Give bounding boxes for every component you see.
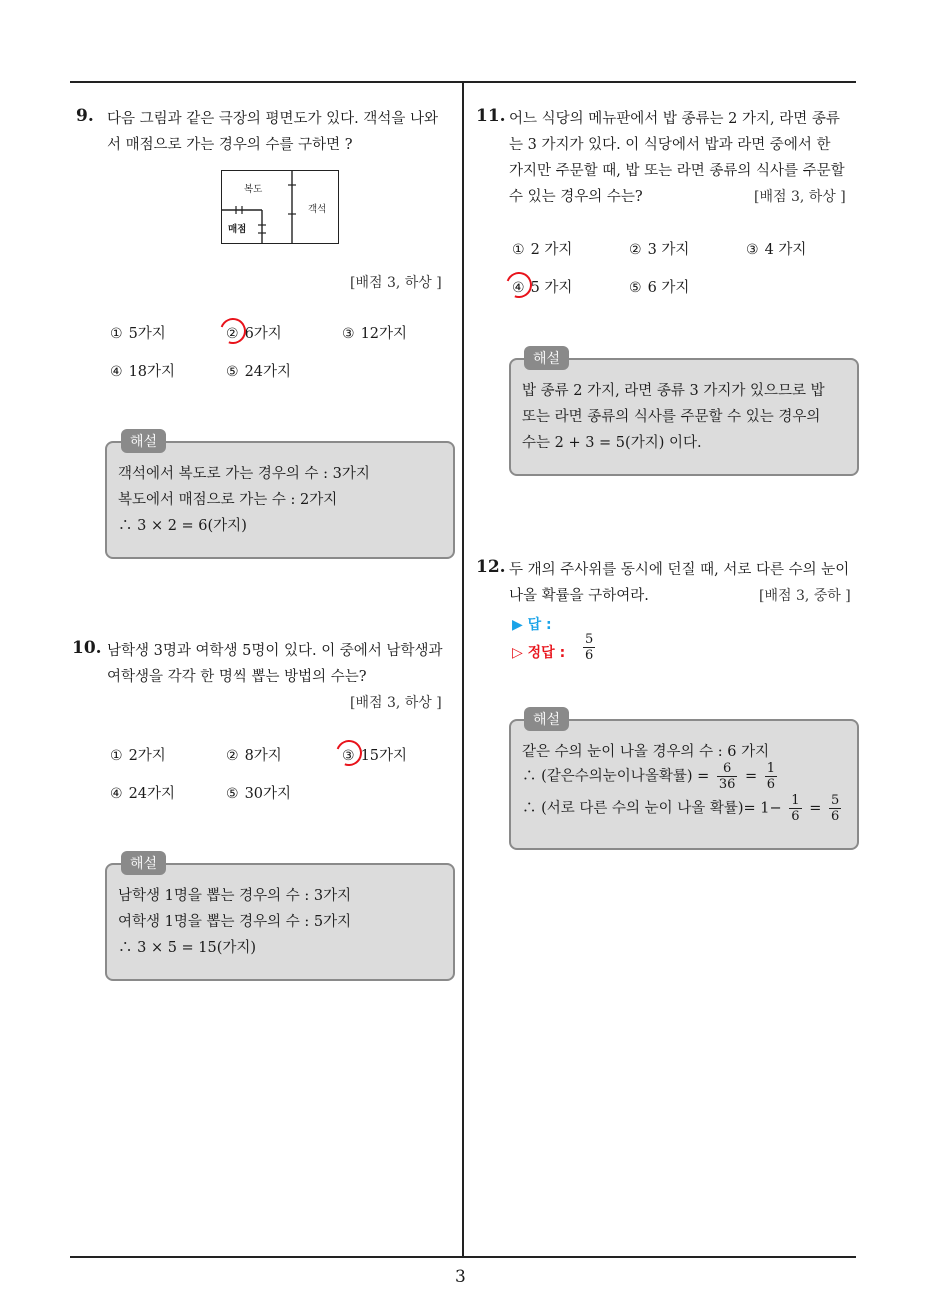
page-number: 3 [455, 1267, 466, 1287]
q9-choice-1[interactable] [110, 322, 166, 343]
q10-choice-4[interactable] [110, 782, 175, 803]
fraction-numerator: 1 [791, 793, 800, 808]
q11-explanation-line1: 밥 종류 2 가지, 라면 종류 3 가지가 있으므로 밥 [522, 383, 825, 399]
choice-text: 2 가지 [530, 242, 573, 258]
q12-meta: [배점 3, 중하 ] [759, 588, 851, 604]
q12-correct-answer-fraction [580, 632, 598, 663]
q12-explanation-line3 [522, 793, 844, 824]
choice-mark: ④ [110, 786, 123, 802]
fraction-denominator: 36 [718, 777, 736, 792]
q12-correct-answer-label: ▷ 정답 : [512, 645, 566, 661]
q9-answer-circle-mark [216, 314, 251, 349]
q11-answer-circle-mark [502, 268, 537, 303]
q10-number: 10. [72, 638, 102, 658]
q9-choice-4[interactable] [110, 360, 175, 381]
q12-text-line2: 나올 확률을 구하여라. [509, 588, 649, 604]
equals-sign: = [745, 768, 758, 785]
choice-mark: ⑤ [226, 786, 239, 802]
plan-label-shop: 매점 [228, 224, 247, 235]
choice-text: 30가지 [244, 786, 292, 802]
choice-mark: ⑤ [226, 364, 239, 380]
q11-choice-3[interactable] [746, 238, 806, 259]
q10-choice-5[interactable] [226, 782, 291, 803]
choice-mark: ② [226, 326, 239, 342]
fraction-numerator: 5 [830, 793, 840, 808]
choice-text: 3 가지 [647, 242, 690, 258]
q11-text-line3: 가지만 주문할 때, 밥 또는 라면 종류의 식사를 주문할 [509, 163, 845, 179]
q9-explanation-line3: ∴ 3 × 2 = 6(가지) [118, 518, 247, 534]
column-divider [462, 81, 464, 1258]
choice-text: 24가지 [244, 364, 292, 380]
q9-explanation-line1: 객석에서 복도로 가는 경우의 수 : 3가지 [118, 466, 370, 482]
explanation-prefix: ∴ (같은수의눈이나올확률) = [522, 768, 710, 785]
choice-mark: ② [629, 242, 642, 258]
fraction-denominator: 6 [830, 809, 840, 824]
choice-text: 12가지 [360, 326, 408, 342]
choice-mark: ③ [342, 748, 355, 764]
choice-text: 5 가지 [530, 280, 573, 296]
explanation-prefix: ∴ (서로 다른 수의 눈이 나올 확률)= 1− [522, 800, 782, 817]
q9-explanation-line2: 복도에서 매점으로 가는 수 : 2가지 [118, 492, 338, 508]
choice-mark: ① [110, 748, 123, 764]
choice-mark: ① [512, 242, 525, 258]
q11-explanation-line3: 수는 2 + 3 = 5(가지) 이다. [522, 435, 702, 451]
choice-text: 8가지 [244, 748, 282, 764]
fraction-numerator: 6 [717, 761, 738, 777]
bottom-rule [70, 1256, 856, 1258]
q11-text-line1: 어느 식당의 메뉴판에서 밥 종류는 2 가지, 라면 종류 [509, 111, 840, 127]
choice-text: 5가지 [128, 326, 166, 342]
q10-explanation-line3: ∴ 3 × 5 = 15(가지) [118, 940, 257, 956]
fraction-denominator: 6 [585, 648, 594, 663]
q12-number: 12. [476, 557, 506, 577]
q9-explanation-tag: 해설 [121, 429, 166, 453]
q10-explanation-line1: 남학생 1명을 뽑는 경우의 수 : 3가지 [118, 888, 352, 904]
choice-mark: ⑤ [629, 280, 642, 296]
q11-choice-1[interactable] [512, 238, 572, 259]
q12-explanation-line1: 같은 수의 눈이 나올 경우의 수 : 6 가지 [522, 744, 770, 760]
q12-explanation-tag: 해설 [524, 707, 569, 731]
q12-text-line1: 두 개의 주사위를 동시에 던질 때, 서로 다른 수의 눈이 [509, 562, 850, 578]
fraction-denominator: 6 [791, 809, 800, 824]
q10-answer-circle-mark [332, 736, 367, 771]
q11-explanation-line2: 또는 라면 종류의 식사를 주문할 수 있는 경우의 [522, 409, 821, 425]
q10-choice-1[interactable] [110, 744, 166, 765]
choice-text: 4 가지 [764, 242, 807, 258]
plan-label-hall: 복도 [244, 184, 263, 195]
choice-mark: ③ [746, 242, 759, 258]
q10-text-line2: 여학생을 각각 한 명씩 뽑는 방법의 수는? [107, 669, 367, 685]
q10-explanation-tag: 해설 [121, 851, 166, 875]
fraction-numerator: 1 [766, 761, 776, 776]
q11-text-line4: 수 있는 경우의 수는? [509, 189, 643, 205]
choice-text: 2가지 [128, 748, 166, 764]
q12-explanation-line2 [522, 761, 780, 792]
choice-text: 6가지 [244, 326, 282, 342]
choice-mark: ② [226, 748, 239, 764]
equals-sign: = [809, 800, 822, 817]
q9-choice-5[interactable] [226, 360, 291, 381]
q11-number: 11. [476, 106, 506, 126]
plan-label-seat: 객석 [308, 204, 327, 215]
choice-text: 24가지 [128, 786, 176, 802]
q10-meta: [배점 3, 하상 ] [350, 695, 442, 711]
q12-answer-label: ▶ 답 : [512, 617, 552, 633]
choice-mark: ④ [512, 280, 525, 296]
q10-explanation-line2: 여학생 1명을 뽑는 경우의 수 : 5가지 [118, 914, 352, 930]
q10-text-line1: 남학생 3명과 여학생 5명이 있다. 이 중에서 남학생과 [107, 643, 443, 659]
q11-explanation-tag: 해설 [524, 346, 569, 370]
q10-choice-2[interactable] [226, 744, 282, 765]
choice-text: 15가지 [360, 748, 408, 764]
q9-meta: [배점 3, 하상 ] [350, 275, 442, 291]
q9-text-line2: 서 매점으로 가는 경우의 수를 구하면 ? [107, 137, 353, 153]
theater-floor-plan [221, 170, 339, 244]
fraction-numerator: 5 [585, 632, 594, 647]
q11-choice-5[interactable] [629, 276, 689, 297]
choice-text: 6 가지 [647, 280, 690, 296]
q9-number: 9. [76, 106, 94, 126]
q11-choice-2[interactable] [629, 238, 689, 259]
choice-mark: ① [110, 326, 123, 342]
choice-text: 18가지 [128, 364, 176, 380]
q9-choice-3[interactable] [342, 322, 407, 343]
fraction-denominator: 6 [766, 777, 776, 792]
q9-text-line1: 다음 그림과 같은 극장의 평면도가 있다. 객석을 나와 [107, 111, 439, 127]
choice-mark: ③ [342, 326, 355, 342]
q11-text-line2: 는 3 가지가 있다. 이 식당에서 밥과 라면 중에서 한 [509, 137, 831, 153]
q11-meta: [배점 3, 하상 ] [754, 189, 846, 205]
choice-mark: ④ [110, 364, 123, 380]
